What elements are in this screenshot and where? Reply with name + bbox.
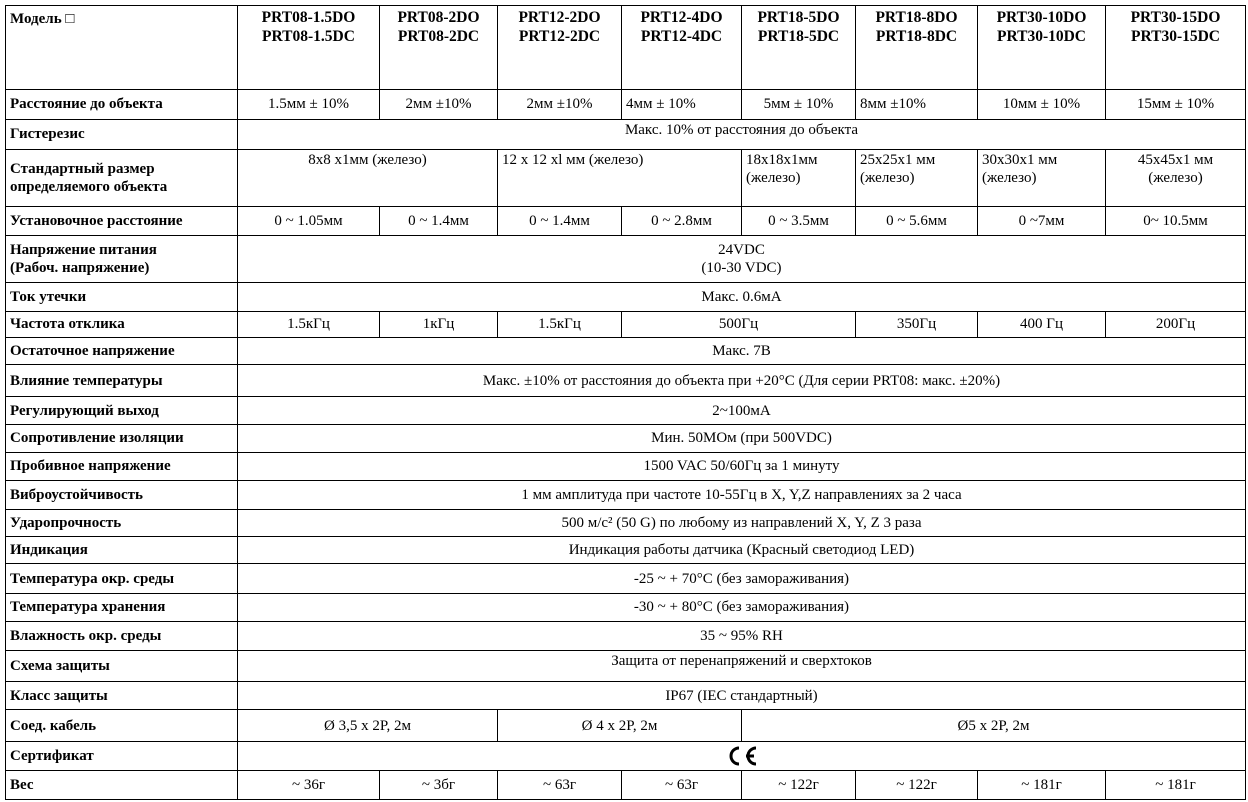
model-name: PRT18-5DO: [757, 9, 840, 26]
spec-row: [6, 593, 1246, 621]
value-text: 2мм ±10%: [405, 96, 472, 113]
spec-row: [6, 650, 1246, 681]
value-text: 30х30х1 мм: [982, 152, 1058, 169]
value-cell: [380, 311, 498, 337]
model-name: PRT12-2DC: [518, 28, 601, 45]
row-label-text: Сертификат: [10, 748, 94, 765]
row-label-text: Индикация: [10, 542, 88, 559]
value-cell: [622, 207, 742, 236]
row-label: [6, 682, 238, 710]
row-label: [6, 593, 238, 621]
value-text: 0 ~ 1.4мм: [408, 213, 469, 230]
value-text: (железо): [982, 170, 1037, 187]
value-text: Защита от перенапряжений и сверхтоков: [611, 652, 872, 669]
value-cell: [856, 90, 978, 119]
value-cell: [498, 90, 622, 119]
value-cell: [380, 207, 498, 236]
value-cell: [380, 771, 498, 800]
spec-row: [6, 337, 1246, 364]
value-cell: [238, 622, 1246, 650]
value-text: 0 ~ 5.6мм: [886, 213, 947, 230]
value-cell: [1106, 150, 1246, 207]
value-text: Индикация работы датчика (Красный светодиод LED): [568, 542, 915, 559]
value-cell: [978, 207, 1106, 236]
spec-row: [6, 311, 1246, 337]
spec-row: [6, 119, 1246, 149]
row-label: [6, 365, 238, 396]
value-cell: [238, 536, 1246, 563]
value-cell: [498, 207, 622, 236]
spec-row: [6, 536, 1246, 563]
row-label-text: Гистерезис: [10, 126, 85, 143]
row-label-text: Соед. кабель: [10, 717, 97, 734]
model-name: PRT30-15DO: [1130, 9, 1221, 26]
row-label: [6, 452, 238, 480]
model-header-cell: [742, 6, 856, 90]
value-text: 1.5кГц: [287, 316, 330, 333]
row-label-text: Вес: [10, 777, 34, 794]
value-cell: [238, 119, 1246, 149]
value-text: 0 ~7мм: [1018, 213, 1065, 230]
value-cell: [238, 771, 380, 800]
value-text: 1.5мм ± 10%: [268, 96, 349, 113]
value-text: 8х8 х1мм (железо): [308, 152, 427, 169]
spec-row: [6, 682, 1246, 710]
value-text: ~ 63г: [542, 777, 577, 794]
value-cell: [856, 311, 978, 337]
row-label: [6, 207, 238, 236]
value-cell: [238, 481, 1246, 509]
value-text: Ø 4 x 2P, 2м: [581, 717, 658, 734]
model-header-cell: [856, 6, 978, 90]
value-text: 8мм ±10%: [860, 96, 926, 113]
value-text: 200Гц: [1155, 316, 1196, 333]
value-cell: [856, 150, 978, 207]
row-label-text: Температура окр. среды: [10, 570, 175, 587]
row-label: [6, 150, 238, 207]
row-label-text: Схема защиты: [10, 657, 110, 674]
value-text: 1.5кГц: [538, 316, 581, 333]
model-name: PRT12-4DO: [640, 9, 723, 26]
row-label-text: Расстояние до объекта: [10, 96, 163, 113]
value-cell: [978, 311, 1106, 337]
model-header-cell: [380, 6, 498, 90]
value-cell: [238, 311, 380, 337]
row-label: [6, 396, 238, 424]
value-cell: [742, 150, 856, 207]
value-cell: [238, 593, 1246, 621]
value-cell: [238, 90, 380, 119]
value-text: 18х18х1мм: [746, 152, 818, 169]
model-header-cell: [1106, 6, 1246, 90]
value-cell: [238, 564, 1246, 593]
row-label-text: Ударопрочность: [10, 514, 122, 531]
row-label: [6, 425, 238, 452]
row-label: [6, 119, 238, 149]
value-cell: [238, 452, 1246, 480]
row-label: [6, 509, 238, 536]
model-name: PRT18-5DC: [757, 28, 840, 45]
value-cell: [1106, 771, 1246, 800]
value-text: -30 ~ + 80°C (без замораживания): [633, 599, 850, 616]
value-cell: [238, 650, 1246, 681]
value-cell: [238, 741, 1246, 770]
model-name: PRT08-2DO: [397, 9, 480, 26]
value-cell: [238, 337, 1246, 364]
value-text: 35 ~ 95% RH: [700, 627, 783, 644]
model-name: PRT30-10DC: [996, 28, 1086, 45]
value-text: 350Гц: [896, 316, 937, 333]
row-label-text: Напряжение питания: [10, 242, 157, 259]
value-cell: [622, 90, 742, 119]
model-name: PRT08-1.5DC: [262, 28, 355, 45]
model-name: PRT30-15DC: [1130, 28, 1220, 45]
row-label: [6, 283, 238, 311]
value-text: ~ 122г: [778, 777, 819, 794]
row-label: [6, 481, 238, 509]
row-label-text: Регулирующий выход: [10, 402, 159, 419]
value-cell: [498, 710, 742, 741]
value-text: Макс. 7В: [712, 343, 771, 360]
value-cell: [742, 207, 856, 236]
spec-row: [6, 207, 1246, 236]
row-label-text: (Рабоч. напряжение): [10, 260, 150, 277]
value-text: ~ 181г: [1021, 777, 1062, 794]
value-text: 0 ~ 1.4мм: [529, 213, 590, 230]
row-label: [6, 90, 238, 119]
value-cell: [238, 396, 1246, 424]
row-label-text: Сопротивление изоляции: [10, 430, 184, 447]
value-cell: [742, 771, 856, 800]
row-label: [6, 236, 238, 283]
row-label-text: Ток утечки: [10, 288, 87, 305]
row-label-text: Остаточное напряжение: [10, 343, 175, 360]
value-cell: [978, 771, 1106, 800]
value-text: 12 x 12 xl мм (железо): [502, 152, 644, 169]
spec-row: [6, 365, 1246, 396]
value-text: Мин. 50МОм (при 500VDC): [651, 430, 832, 447]
row-label-text: определяемого объекта: [10, 179, 168, 196]
value-text: 24VDC: [718, 242, 765, 259]
row-label-text: Температура хранения: [10, 599, 166, 616]
value-text: ~ 3бг: [421, 777, 456, 794]
model-header-cell: [978, 6, 1106, 90]
model-header-cell: [498, 6, 622, 90]
value-cell: [238, 425, 1246, 452]
value-text: (10-30 VDC): [701, 260, 782, 277]
value-text: 15мм ± 10%: [1136, 96, 1215, 113]
value-cell: [856, 771, 978, 800]
value-text: (железо): [746, 170, 801, 187]
value-cell: [1106, 90, 1246, 119]
model-name: PRT08-2DC: [397, 28, 480, 45]
value-cell: [238, 710, 498, 741]
row-label: [6, 650, 238, 681]
value-text: (железо): [860, 170, 915, 187]
value-cell: [238, 150, 498, 207]
value-text: (железо): [1148, 170, 1203, 187]
spec-row: [6, 509, 1246, 536]
spec-row: [6, 283, 1246, 311]
value-text: ~ 63г: [664, 777, 699, 794]
spec-row: [6, 236, 1246, 283]
value-cell: [1106, 311, 1246, 337]
value-cell: [622, 311, 856, 337]
value-text: 400 Гц: [1020, 316, 1063, 333]
value-text: 2~100мА: [712, 402, 771, 419]
row-label-text: Виброустойчивость: [10, 486, 143, 503]
spec-table: [5, 5, 1246, 800]
value-text: 500Гц: [718, 316, 759, 333]
row-label-text: Пробивное напряжение: [10, 458, 171, 475]
header-row: [6, 6, 1246, 90]
value-text: ~ 36г: [291, 777, 326, 794]
value-text: 2мм ±10%: [526, 96, 593, 113]
spec-row: [6, 741, 1246, 770]
value-text: 10мм ± 10%: [1002, 96, 1081, 113]
row-label: [6, 710, 238, 741]
value-cell: [380, 90, 498, 119]
spec-row: [6, 771, 1246, 800]
spec-row: [6, 396, 1246, 424]
value-text: 500 м/с² (50 G) по любому из направлений X, Y, Z 3 раза: [561, 514, 922, 531]
value-cell: [1106, 207, 1246, 236]
row-label: [6, 536, 238, 563]
row-label: [6, 564, 238, 593]
model-name: PRT18-8DO: [875, 9, 958, 26]
value-cell: [622, 771, 742, 800]
row-label: [6, 337, 238, 364]
value-cell: [238, 682, 1246, 710]
value-cell: [742, 90, 856, 119]
spec-row: [6, 710, 1246, 741]
value-cell: [238, 365, 1246, 396]
value-cell: [978, 90, 1106, 119]
value-text: ~ 181г: [1155, 777, 1196, 794]
value-cell: [978, 150, 1106, 207]
row-label: [6, 622, 238, 650]
model-header-cell: [238, 6, 380, 90]
value-text: 4мм ± 10%: [626, 96, 696, 113]
value-text: Ø5 x 2P, 2м: [957, 717, 1030, 734]
value-cell: [238, 207, 380, 236]
value-text: 25х25х1 мм: [860, 152, 936, 169]
value-cell: [238, 236, 1246, 283]
spec-row: [6, 481, 1246, 509]
spec-row: [6, 622, 1246, 650]
spec-row: [6, 564, 1246, 593]
value-text: 0 ~ 2.8мм: [651, 213, 712, 230]
value-text: 1500 VAC 50/60Гц за 1 минуту: [643, 458, 840, 475]
spec-body: [6, 6, 1246, 800]
spec-row: [6, 425, 1246, 452]
row-label-text: Класс защиты: [10, 687, 108, 704]
value-cell: [498, 771, 622, 800]
value-cell: [856, 207, 978, 236]
row-label-text: Частота отклика: [10, 316, 125, 333]
value-text: 0 ~ 3.5мм: [768, 213, 829, 230]
value-cell: [498, 311, 622, 337]
ce-mark-icon: [724, 745, 760, 767]
row-label-text: Влияние температуры: [10, 372, 163, 389]
model-name: PRT12-4DC: [640, 28, 723, 45]
spec-row: [6, 452, 1246, 480]
model-label: Модель □: [6, 6, 238, 90]
value-text: 1кГц: [422, 316, 455, 333]
value-text: IP67 (IEC стандартный): [665, 687, 818, 704]
row-label: [6, 311, 238, 337]
value-text: 1 мм амплитуда при частоте 10-55Гц в X, Y,Z направлениях за 2 часа: [521, 486, 962, 503]
row-label-text: Влажность окр. среды: [10, 627, 162, 644]
model-name: PRT08-1.5DO: [261, 9, 356, 26]
value-cell: [238, 509, 1246, 536]
value-cell: [742, 710, 1246, 741]
value-text: 0~ 10.5мм: [1143, 213, 1208, 230]
row-label: [6, 741, 238, 770]
value-text: 0 ~ 1.05мм: [274, 213, 343, 230]
value-text: Макс. 0.6мА: [701, 288, 782, 305]
row-label-text: Установочное расстояние: [10, 213, 183, 230]
value-text: Макс. 10% от расстояния до объекта: [624, 121, 859, 138]
row-label-text: Стандартный размер: [10, 161, 155, 178]
spec-row: [6, 90, 1246, 119]
value-text: Макс. ±10% от расстояния до объекта при +20°С (Для серии PRT08: макс. ±20%): [482, 372, 1001, 389]
value-text: 5мм ± 10%: [763, 96, 834, 113]
model-name: PRT18-8DC: [875, 28, 958, 45]
model-name: PRT30-10DO: [996, 9, 1087, 26]
value-text: ~ 122г: [896, 777, 937, 794]
spec-row: [6, 150, 1246, 207]
model-header-cell: [622, 6, 742, 90]
value-text: 45х45х1 мм: [1137, 152, 1214, 169]
value-cell: [238, 283, 1246, 311]
value-text: Ø 3,5 x 2P, 2м: [323, 717, 411, 734]
value-text: -25 ~ + 70°C (без замораживания): [633, 570, 850, 587]
model-name: PRT12-2DO: [518, 9, 601, 26]
value-cell: [498, 150, 742, 207]
row-label: [6, 771, 238, 800]
